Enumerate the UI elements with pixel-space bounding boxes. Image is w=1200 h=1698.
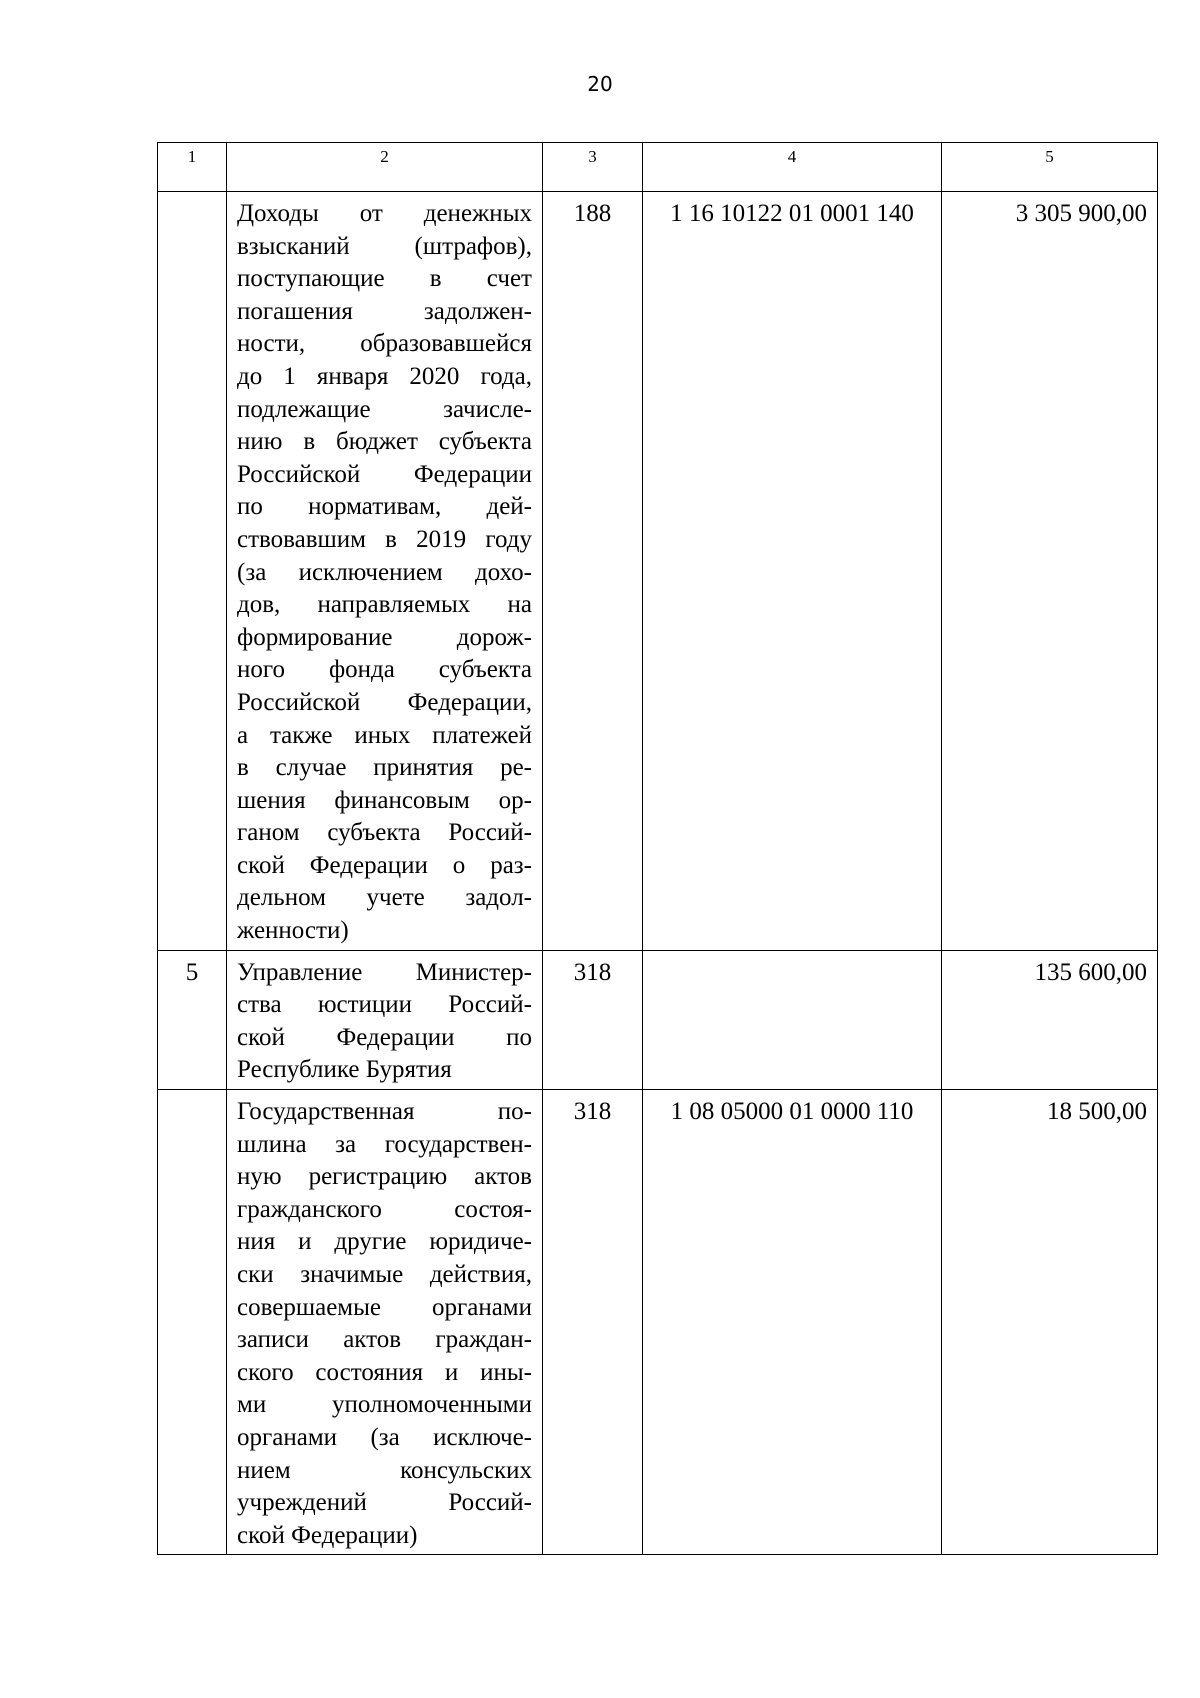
name-line: Республике Бурятия [237,1056,452,1084]
name-line: Российской Федерации [237,460,532,488]
name-line: поступающие в счет [237,265,532,293]
name-line: нию в бюджет субъекта [237,428,532,456]
row-amount-cell: 135 600,00 [942,950,1158,1089]
row-name-cell [227,950,543,1089]
row-budget-code-cell [643,950,942,1089]
name-line: ствовавшим в 2019 году [237,525,532,553]
name-line: Управление Министер- [237,958,532,986]
name-line: по нормативам, дей- [237,493,532,521]
row-budget-code-cell: 1 08 05000 01 0000 110 [643,1090,942,1555]
name-line: ской Федерации) [237,1521,418,1549]
name-line: погашения задолжен- [237,297,532,325]
table-row [158,1090,1158,1555]
row-budget-code-cell: 1 16 10122 01 0001 140 [643,192,942,951]
column-header-5: 5 [942,143,1158,192]
row-admin-code-cell: 318 [543,1090,643,1555]
name-line: подлежащие зачисле- [237,395,532,423]
name-line: шения финансовым ор- [237,786,532,814]
name-line: (за исключением дохо- [237,558,532,586]
table-row [158,192,1158,951]
row-amount-cell: 3 305 900,00 [942,192,1158,951]
name-line: Российской Федерации, [237,688,532,716]
name-line: Доходы от денежных [237,200,532,227]
name-line: записи актов граждан- [237,1326,532,1354]
name-line: учреждений Россий- [237,1489,532,1517]
row-number-cell [158,1090,227,1555]
name-line: ганом субъекта Россий- [237,819,532,847]
name-line: ски значимые действия, [237,1261,532,1288]
name-line: дов, направляемых на [237,591,532,619]
name-line: ской Федерации по [237,1023,532,1051]
name-line: дельном учете задол- [237,884,532,912]
name-line: ного фонда субъекта [237,656,532,684]
name-line: нием консульских [237,1456,532,1484]
name-line: ской Федерации о раз- [237,851,532,879]
row-number-cell: 5 [158,950,227,1089]
name-line: взысканий (штрафов), [237,232,532,260]
name-line: формирование дорож- [237,623,532,651]
column-header-4: 4 [643,143,942,192]
name-line: совершаемые органами [237,1293,532,1321]
column-header-1: 1 [158,143,227,192]
name-line: а также иных платежей [237,721,532,749]
name-line: до 1 января 2020 года, [237,362,532,390]
column-header-3: 3 [543,143,643,192]
name-line: шлина за государствен- [237,1130,532,1158]
row-admin-code-cell: 188 [543,192,643,951]
name-line: ную регистрацию актов [237,1163,532,1191]
name-line: ского состояния и ины- [237,1358,532,1386]
name-line: Государственная по- [237,1098,532,1126]
name-line: ми уполномоченными [237,1391,532,1419]
table-header-row [158,143,1158,192]
row-name-cell [227,1090,543,1555]
budget-table [157,142,1158,1555]
column-header-2: 2 [227,143,543,192]
row-name-cell [227,192,543,951]
name-line: женности) [237,917,349,945]
row-number-cell [158,192,227,951]
row-admin-code-cell: 318 [543,950,643,1089]
name-line: ности, образовавшейся [237,330,532,358]
row-amount-cell: 18 500,00 [942,1090,1158,1555]
name-line: ства юстиции Россий- [237,991,532,1019]
name-line: гражданского состоя- [237,1195,532,1223]
table-row [158,950,1158,1089]
name-line: в случае принятия ре- [237,754,532,782]
name-line: ния и другие юридиче- [237,1228,532,1256]
page-number: 20 [587,72,613,96]
name-line: органами (за исключе- [237,1423,532,1451]
